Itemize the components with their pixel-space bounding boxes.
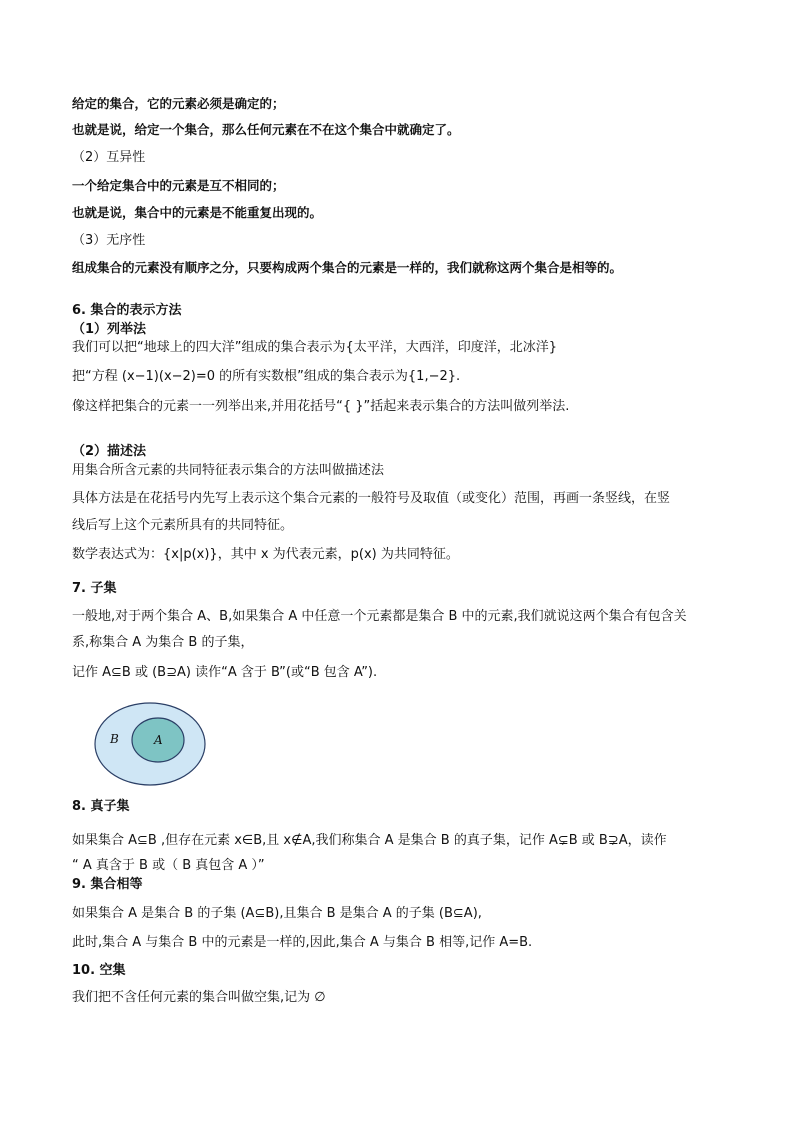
text-line-10: 我们可以把“地球上的四大洋”组成的集合表示为{太平洋，大西洋，印度洋，北冰洋} [72,340,558,355]
text-line-11: 把“方程 (x−1)(x−2)=0 的所有实数根”组成的集合表示为{1,−2}. [72,369,461,384]
subheading-description: （2）描述法 [72,444,147,459]
text-line-6: （3）无序性 [72,233,146,248]
text-line-21: 记作 A⊆B 或 (B⊇A) 读作“A 含于 B”(或“B 包含 A”). [72,665,378,680]
section-heading-7: 7. 子集 [72,581,117,596]
text-line-1: 给定的集合，它的元素必须是确定的； [72,96,285,111]
text-line-7: 组成集合的元素没有顺序之分，只要构成两个集合的元素是一样的，我们就称这两个集合是相等的。 [72,260,623,275]
text-line-14: 用集合所含元素的共同特征表示集合的方法叫做描述法 [72,463,385,478]
set-a-label: A [154,733,163,747]
text-line-4: 一个给定集合中的元素是互不相同的； [72,178,285,193]
section-heading-9: 9. 集合相等 [72,877,143,892]
text-line-5: 也就是说，集合中的元素是不能重复出现的。 [72,205,323,220]
text-line-2: 也就是说，给定一个集合，那么任何元素在不在这个集合中就确定了。 [72,122,460,137]
text-line-20: 系,称集合 A 为集合 B 的子集， [72,635,254,650]
subheading-enumeration: （1）列举法 [72,322,147,337]
text-line-3: （2）互异性 [72,150,146,165]
text-line-26: 如果集合 A 是集合 B 的子集 (A⊆B),且集合 B 是集合 A 的子集 (B⊆A), [72,906,482,921]
venn-diagram [94,702,206,786]
text-line-19: 一般地,对于两个集合 A、B,如果集合 A 中任意一个元素都是集合 B 中的元素,我们就说这两个集合有包含关 [72,609,687,624]
text-line-16: 线后写上这个元素所具有的共同特征。 [72,518,294,533]
set-b-label: B [110,732,119,746]
section-heading-10: 10. 空集 [72,963,126,978]
text-line-29: 我们把不含任何元素的集合叫做空集,记为 ∅ [72,990,326,1005]
section-heading-8: 8. 真子集 [72,799,130,814]
text-line-15: 具体方法是在花括号内先写上表示这个集合元素的一般符号及取值（或变化）范围，再画一条竖线，在竖 [72,491,671,506]
text-line-12: 像这样把集合的元素一一列举出来,并用花括号“{ }”括起来表示集合的方法叫做列举法. [72,399,570,414]
text-line-24: “ A 真含于 B 或（ B 真包含 A ）” [72,858,265,873]
text-line-23: 如果集合 A⊆B ,但存在元素 x∈B,且 x∉A,我们称集合 A 是集合 B 的真子集，记作 A⊊B 或 B⊋A，读作 [72,833,667,848]
section-heading-6: 6. 集合的表示方法 [72,303,182,318]
text-line-17: 数学表达式为：{x|p(x)}，其中 x 为代表元素，p(x) 为共同特征。 [72,547,459,562]
text-line-27: 此时,集合 A 与集合 B 中的元素是一样的,因此,集合 A 与集合 B 相等,记作 A=B. [72,935,533,950]
